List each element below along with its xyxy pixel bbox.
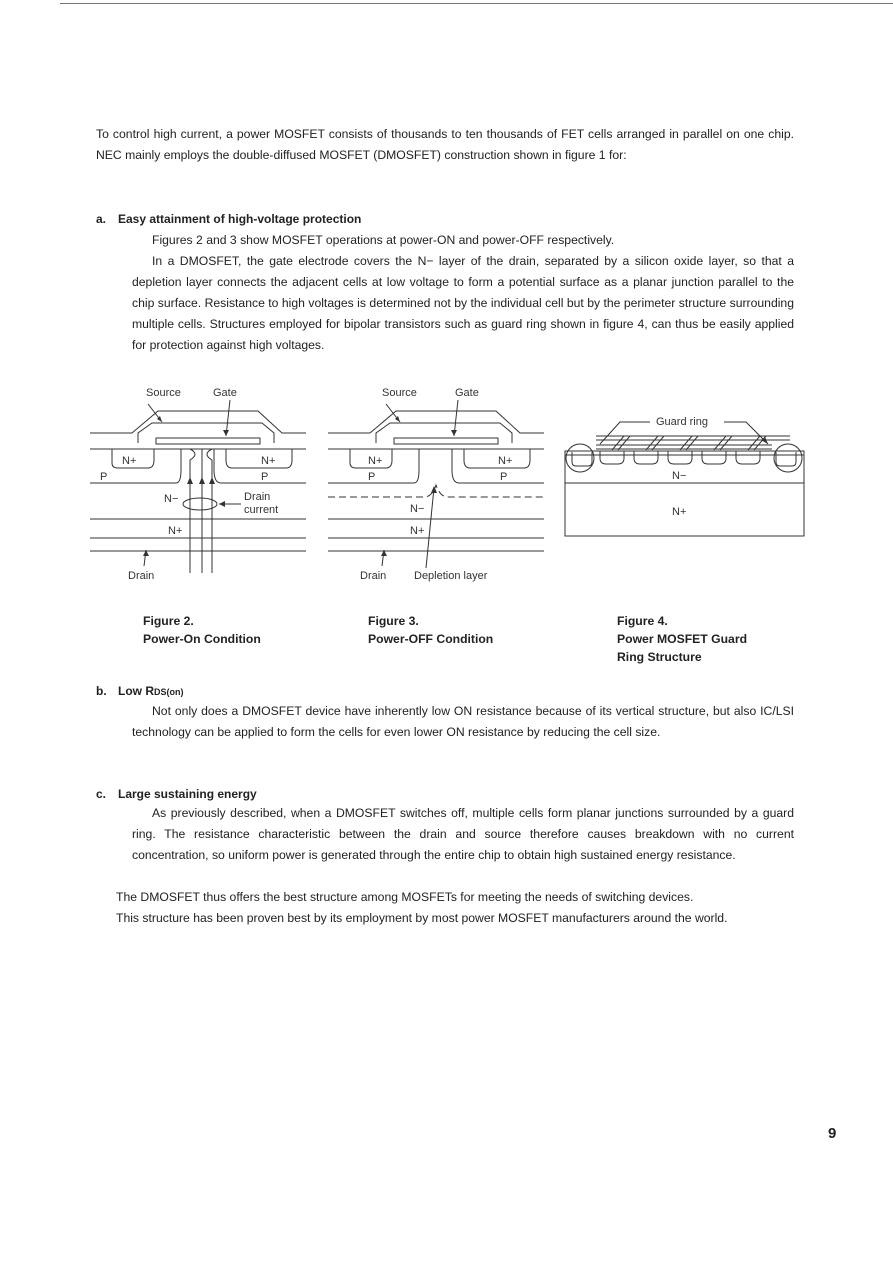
fig3-nplus-bottom: N+ [410, 525, 425, 537]
section-a-p2: In a DMOSFET, the gate electrode covers the N− layer of the drain, separated by a silicon oxide layer, so that a depletion layer connects the adjacent cells at low voltage to form a potential surface as a planar junction parallel to the chip surface. Resistance to high voltages is determined not by the individual cell but by the perimeter structure surrounding multiple cells. Structures employed for bipolar transistors such as guard ring shown in figure 4, can thus be easily applied for protection against high voltages. [132, 254, 794, 352]
fig2-nplus-left: N+ [122, 455, 137, 467]
figure-2-diagram [86, 380, 310, 585]
section-c-title: Large sustaining energy [118, 787, 257, 801]
fig3-gate-label: Gate [455, 387, 479, 399]
section-a-title: Easy attainment of high-voltage protection [118, 212, 362, 226]
fig4-guard-ring-label: Guard ring [656, 416, 708, 428]
section-c-p1: As previously described, when a DMOSFET switches off, multiple cells form planar junctions surrounded by a guard ring. The resistance characteristic between the drain and source therefore causes breakdown with no current concentration, so uniform power is generated through the entire chip to obtain high sustained energy resistance. [132, 806, 794, 862]
fig3-p-right: P [500, 471, 508, 483]
section-b-letter: b. [96, 684, 107, 698]
figure-2-caption-line1: Figure 2. [143, 614, 194, 628]
figure-4-caption-line2: Power MOSFET Guard [617, 632, 748, 646]
section-b-heading [96, 684, 184, 698]
fig4-nminus: N− [672, 470, 687, 482]
fig2-p-right: P [261, 471, 269, 483]
figure-3-caption-line1: Figure 3. [368, 614, 419, 628]
figure-4-caption-line1: Figure 4. [617, 614, 668, 628]
fig2-nplus-right: N+ [261, 455, 276, 467]
section-b-title-subscript: DS(on) [154, 687, 184, 697]
closing-p2: This structure has been proven best by its employment by most power MOSFET manufacturers around the world. [116, 911, 728, 925]
fig2-p-left: P [100, 471, 108, 483]
figure-3-caption-line2: Power-OFF Condition [368, 632, 494, 646]
fig3-source-label: Source [382, 387, 417, 399]
page-number: 9 [828, 1125, 837, 1142]
fig2-drain-current-2: current [244, 504, 279, 516]
fig4-nplus: N+ [672, 506, 687, 518]
fig3-nminus: N− [410, 503, 425, 515]
fig3-nplus-right: N+ [498, 455, 513, 467]
figure-4-caption [617, 612, 747, 666]
fig3-drain-label: Drain [360, 570, 387, 582]
fig3-depletion-label: Depletion layer [414, 570, 488, 582]
fig2-drain-label: Drain [128, 570, 155, 582]
section-a-letter: a. [96, 212, 107, 226]
section-c-heading [96, 787, 257, 801]
figure-2-caption-line2: Power-On Condition [143, 632, 261, 646]
intro-paragraph: To control high current, a power MOSFET consists of thousands to ten thousands of FET cells arranged in parallel on one chip. NEC mainly employs the double-diffused MOSFET (DMOSFET) construction shown in figure 1 for: [96, 127, 794, 162]
fig2-gate-label: Gate [213, 387, 237, 399]
figure-2-caption [143, 612, 261, 648]
figure-4-diagram [560, 400, 810, 540]
fig2-drain-current-1: Drain [244, 491, 271, 503]
section-b-p1: Not only does a DMOSFET device have inherently low ON resistance because of its vertical structure, but also IC/LSI technology can be applied to form the cells for even lower ON resistance by reducing the cell size. [132, 704, 794, 739]
fig2-nplus-bottom: N+ [168, 525, 183, 537]
figure-4-caption-line3: Ring Structure [617, 650, 702, 664]
fig2-source-label: Source [146, 387, 181, 399]
fig2-nminus: N− [164, 493, 179, 505]
figure-3-diagram [324, 380, 548, 585]
top-rule [60, 3, 893, 4]
fig3-nplus-left: N+ [368, 455, 383, 467]
fig3-p-left: P [368, 471, 376, 483]
closing-p1: The DMOSFET thus offers the best structure among MOSFETs for meeting the needs of switching devices. [116, 890, 694, 904]
section-c-letter: c. [96, 787, 107, 801]
section-a-heading [96, 212, 361, 226]
section-b-title: Low R [118, 684, 154, 698]
section-a-p1: Figures 2 and 3 show MOSFET operations at power-ON and power-OFF respectively. [152, 233, 615, 247]
figure-3-caption [368, 612, 493, 648]
